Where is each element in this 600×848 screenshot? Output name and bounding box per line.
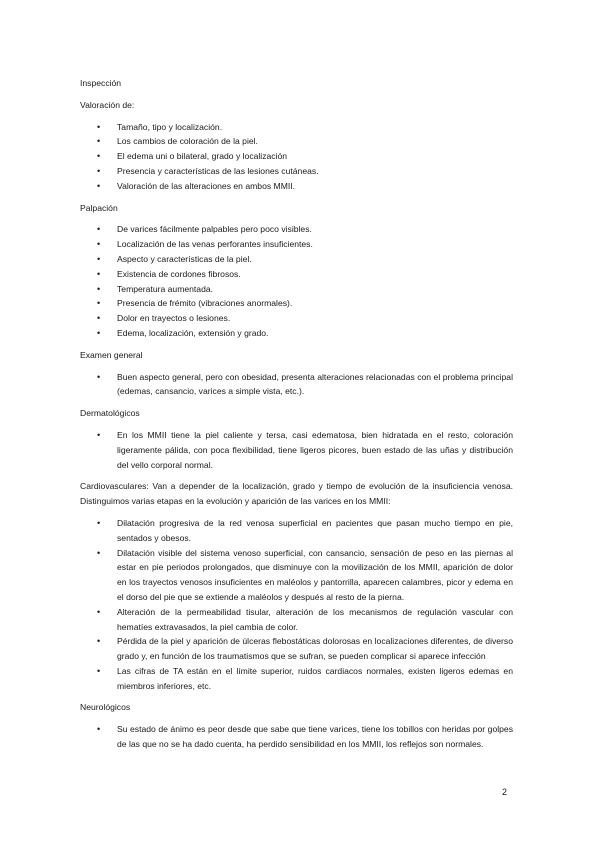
list-item: • Pérdida de la piel y aparición de úlceras flebostáticas dolorosas en localizaciones diferentes, de diverso grado y, en función de los traumatismos que se sufran, se pueden complicar si aparece infección [80, 634, 513, 664]
list-item: • Presencia de frémito (vibraciones anormales). [80, 296, 513, 311]
list-item: • En los MMII tiene la piel caliente y tersa, casi edematosa, bien hidratada en el resto, coloración ligeramente pálida, con poca flexibilidad, tiene ligeros picores, buen estado de las uñas y distribución del vello corporal normal. [80, 428, 513, 472]
list-item: • Dolor en trayectos o lesiones. [80, 311, 513, 326]
section-title-palpacion: Palpación [80, 202, 118, 213]
list-item: • Temperatura aumentada. [80, 282, 513, 297]
cardiovasculares-intro: Cardiovasculares: Van a depender de la localización, grado y tiempo de evolución de la insuficiencia venosa. Distinguimos varias etapas en la evolución y aparición de las varices en los MMII: [80, 481, 513, 507]
neurologicos-list [80, 722, 513, 752]
list-item: • Aspecto y características de la piel. [80, 252, 513, 267]
list-item: • De varices fácilmente palpables pero poco visibles. [80, 222, 513, 237]
list-item: • Edema, localización, extensión y grado. [80, 326, 513, 341]
list-item: • Presencia y características de las lesiones cutáneas. [80, 164, 513, 179]
list-item: • Dilatación progresiva de la red venosa superficial en pacientes que pasan mucho tiempo en pie, sentados y obesos. [80, 516, 513, 546]
section-subtitle-valoracion: Valoración de: [80, 99, 135, 110]
list-item: • Alteración de la permeabilidad tisular, alteración de los mecanismos de regulación vascular con hematíes extravasados, la piel cambia de color. [80, 605, 513, 635]
section-title-examen-general: Examen general [80, 349, 143, 360]
list-item: • Localización de las venas perforantes insuficientes. [80, 237, 513, 252]
examen-general-list [80, 370, 513, 400]
document-body [80, 76, 513, 759]
section-title-neurologicos: Neurológicos [80, 702, 131, 713]
inspeccion-list [80, 120, 513, 194]
palpacion-list [80, 222, 513, 340]
list-item: • Buen aspecto general, pero con obesidad, presenta alteraciones relacionadas con el problema principal (edemas, cansancio, varices a simple vista, etc.). [80, 370, 513, 400]
section-title-inspeccion: Inspección [80, 78, 122, 88]
list-item: • Valoración de las alteraciones en ambos MMII. [80, 179, 513, 194]
list-item: • El edema uni o bilateral, grado y localización [80, 149, 513, 164]
list-item: • Existencia de cordones fibrosos. [80, 267, 513, 282]
cardiovasculares-list [80, 516, 513, 694]
page-number: 2 [502, 787, 508, 797]
list-item: • Su estado de ánimo es peor desde que sabe que tiene varices, tiene los tobillos con heridas por golpes de las que no se ha dado cuenta, ha perdido sensibilidad en los MMII, los reflejos son normales. [80, 722, 513, 752]
dermatologicos-list [80, 428, 513, 472]
list-item: • Dilatación visible del sistema venoso superficial, con cansancio, sensación de peso en las piernas al estar en pie periodos prolongados, que disminuye con la movilización de los MMII, aparición de dolor en los trayectos venosos insuficientes en maléolos y pantorrilla, aparecen calambres, picor y edema en el dorso del pie que se extiende a maléolos y después al resto de la pierna. [80, 546, 513, 605]
list-item: • Tamaño, tipo y localización. [80, 120, 513, 135]
section-title-dermatologicos: Dermatológicos [80, 408, 140, 419]
list-item: • Las cifras de TA están en el límite superior, ruidos cardiacos normales, existen ligeros edemas en miembros inferiores, etc. [80, 664, 513, 694]
list-item: • Los cambios de coloración de la piel. [80, 134, 513, 149]
